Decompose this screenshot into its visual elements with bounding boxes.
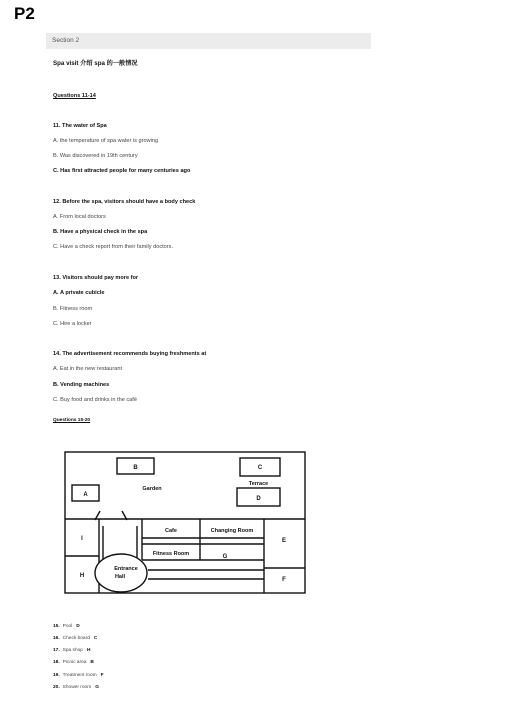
answer-16: 16. Check board C <box>53 636 98 641</box>
question-14: 14. The advertisement recommends buying freshments at <box>53 351 207 357</box>
label-h: H <box>79 573 85 579</box>
q12-option-a: A. From local doctors <box>53 214 106 220</box>
q12-option-b: B. Have a physical check in the spa <box>53 229 148 235</box>
q13-option-c: C. Hire a locker <box>53 321 92 327</box>
answer-19: 19. Treatment room F <box>53 673 104 678</box>
page-title: Spa visit 介绍 spa 的一般情况 <box>53 60 138 67</box>
q11-option-b: B. Was discovered in 19th century <box>53 153 138 159</box>
q14-option-c: C. Buy food and drinks in the café <box>53 397 137 403</box>
questions-15-20-heading: Questions 15-20 <box>53 418 91 423</box>
page-label: P2 <box>14 4 35 23</box>
label-entrance: Entrance <box>114 566 138 572</box>
q11-option-c: C. Has first attracted people for many centuries ago <box>53 168 191 174</box>
label-terrace: Terrace <box>248 481 269 487</box>
entrance-hall <box>95 554 147 592</box>
q12-option-c: C. Have a check report from their family doctors. <box>53 244 173 250</box>
question-11: 11. The water of Spa <box>53 123 107 129</box>
questions-11-14-heading: Questions 11-14 <box>53 93 96 99</box>
label-g: G <box>222 554 228 560</box>
label-e: E <box>281 538 287 544</box>
label-changing-room: Changing Room <box>210 528 254 534</box>
q13-option-a: A. A private cubicle <box>53 290 105 296</box>
answer-17: 17. Spa shop H <box>53 648 91 653</box>
label-d: D <box>256 496 261 502</box>
label-garden: Garden <box>142 486 162 492</box>
answer-18: 18. Picnic area B <box>53 660 94 665</box>
q14-option-b: B. Vending machines <box>53 382 110 388</box>
label-fitness-room: Fitness Room <box>152 551 190 557</box>
answer-20: 20. Shower room G <box>53 685 99 690</box>
label-f: F <box>282 577 286 583</box>
spa-floor-plan <box>60 448 310 598</box>
answer-15: 15. Pool D <box>53 624 80 629</box>
label-i: I <box>81 536 83 542</box>
label-cafe: Cafe <box>165 528 177 534</box>
label-c: C <box>257 465 263 471</box>
q14-option-a: A. Eat in the new restaurant <box>53 366 123 372</box>
label-b: B <box>133 465 138 471</box>
q11-option-a: A. the temperature of spa water is growing <box>53 138 159 144</box>
section-header: Section 2 <box>46 33 371 49</box>
label-hall: Hall <box>114 574 126 580</box>
q13-option-b: B. Fitness room <box>53 306 93 312</box>
question-12: 12. Before the spa, visitors should have a body check <box>53 199 196 205</box>
label-a: A <box>83 492 88 498</box>
question-13: 13. Visitors should pay more for <box>53 275 139 281</box>
